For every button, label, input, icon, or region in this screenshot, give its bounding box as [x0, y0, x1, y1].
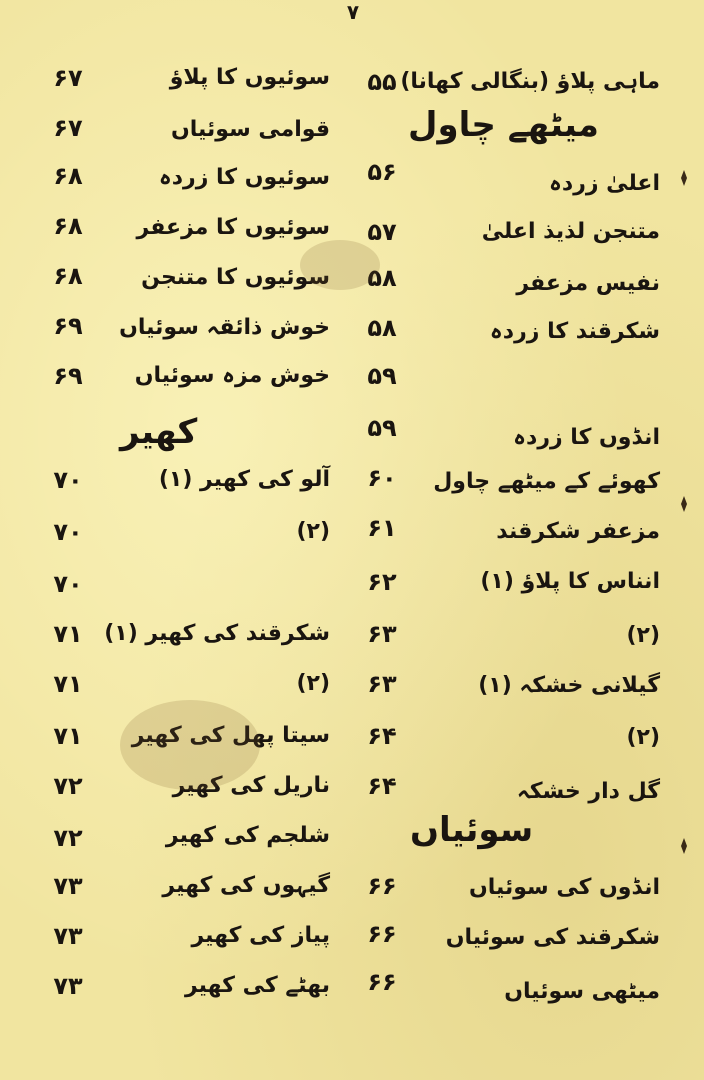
index-entry-label: (۲)	[296, 671, 330, 696]
heading-kheer: کھیر	[120, 412, 198, 452]
index-entry-label	[430, 360, 660, 400]
index-entry-page: ۶۶	[367, 872, 397, 900]
paper-stain	[120, 700, 260, 790]
binding-mark-icon	[674, 836, 694, 856]
index-entry-label: گیلانی خشکہ (۱)	[478, 673, 660, 698]
index-entry-label: قوامی سوئیاں	[171, 117, 330, 142]
index-entry-label: ماہی پلاؤ (بنگالی کھانا)	[400, 69, 660, 94]
index-entry-page: ۶۶	[367, 968, 397, 996]
index-entry-page: ۷۲	[53, 772, 83, 800]
index-entry-label: انناس کا پلاؤ (۱)	[480, 569, 660, 594]
index-entry-page: ۶۸	[53, 162, 83, 190]
index-entry-label: سیتا پھل کی کھیر	[131, 723, 330, 748]
index-entry-label: شلجم کی کھیر	[165, 823, 330, 848]
index-entry-label: سوئیوں کا متنجن	[141, 265, 330, 290]
index-entry-page: ۷۱	[53, 620, 83, 648]
index-entry-page: ۶۰	[367, 464, 397, 492]
index-entry-page: ۷۱	[53, 722, 83, 750]
index-entry-page: ۷۳	[53, 872, 83, 900]
index-entry-label: شکرقند کا زردہ	[489, 319, 660, 344]
index-entry-label: خوش مزہ سوئیاں	[134, 363, 330, 388]
index-entry-page: ۶۶	[367, 920, 397, 948]
index-entry-page: ۶۷	[53, 114, 83, 142]
index-entry-page: ۶۸	[53, 212, 83, 240]
index-entry-label	[110, 564, 330, 604]
heading-sewaiyan: سوئیاں	[410, 810, 534, 850]
index-entry-page: ۵۸	[367, 264, 397, 292]
index-entry-page: ۵۵	[367, 68, 397, 96]
index-entry-label: سوئیوں کا مزعفر	[136, 215, 330, 240]
index-entry-label: گیہوں کی کھیر	[162, 873, 330, 898]
index-entry-label: شکرقند کی سوئیاں	[445, 925, 660, 950]
index-entry-page: ۷۰	[53, 466, 83, 494]
index-entry-label: اعلیٰ زردہ	[549, 171, 660, 196]
index-entry-page: ۶۴	[367, 722, 397, 750]
index-entry-label: سوئیوں کا زردہ	[158, 165, 330, 190]
index-entry-page: ۷۲	[53, 824, 83, 852]
index-entry-label: متنجن لذیذ اعلیٰ	[481, 219, 660, 244]
index-entry-label: (۲)	[296, 519, 330, 544]
index-entry-label: بھٹے کی کھیر	[184, 973, 330, 998]
index-entry-page: ۷۳	[53, 972, 83, 1000]
index-entry-page: ۷۱	[53, 670, 83, 698]
index-entry-label: نفیس مزعفر	[516, 271, 660, 296]
index-entry-page: ۵۹	[367, 362, 397, 390]
page-number: ۷	[346, 0, 360, 24]
heading-meethay-chawal: میٹھے چاول	[408, 105, 599, 145]
index-entry-page: ۵۷	[367, 218, 397, 246]
index-entry-label: ناریل کی کھیر	[172, 773, 330, 798]
index-entry-label: گل دار خشکہ	[516, 779, 660, 804]
index-entry-label: آلو کی کھیر (۱)	[158, 467, 330, 492]
index-entry-label: مزعفر شکرقند	[496, 519, 660, 544]
index-entry-page: ۶۲	[367, 568, 397, 596]
index-entry-page: ۶۱	[367, 514, 397, 542]
paper-stain	[300, 240, 380, 290]
index-entry-label: انڈوں کا زردہ	[513, 425, 660, 450]
binding-mark-icon	[674, 168, 694, 188]
binding-mark-icon	[674, 494, 694, 514]
index-entry-page: ۵۶	[367, 158, 397, 186]
index-entry-page: ۶۸	[53, 262, 83, 290]
index-entry-page: ۵۸	[367, 314, 397, 342]
index-entry-label: (۲)	[626, 725, 660, 750]
index-entry-label: شکرقند کی کھیر (۱)	[104, 621, 330, 646]
index-entry-label: کھوئے کے میٹھے چاول	[433, 469, 660, 494]
index-entry-label: پیاز کی کھیر	[191, 923, 330, 948]
index-entry-page: ۶۴	[367, 772, 397, 800]
index-entry-label: انڈوں کی سوئیاں	[468, 875, 660, 900]
index-entry-page: ۶۹	[53, 362, 83, 390]
index-entry-page: ۶۳	[367, 620, 397, 648]
index-entry-page: ۶۹	[53, 312, 83, 340]
index-entry-page: ۷۰	[53, 570, 83, 598]
index-entry-label: خوش ذائقہ سوئیاں	[119, 315, 330, 340]
index-entry-page: ۵۹	[367, 414, 397, 442]
index-entry-page: ۷۳	[53, 922, 83, 950]
index-entry-page: ۷۰	[53, 518, 83, 546]
index-entry-page: ۶۳	[367, 670, 397, 698]
index-entry-page: ۶۷	[53, 64, 83, 92]
index-entry-label: (۲)	[626, 623, 660, 648]
index-entry-label: سوئیوں کا پلاؤ	[169, 65, 330, 90]
index-entry-label: میٹھی سوئیاں	[504, 979, 660, 1004]
